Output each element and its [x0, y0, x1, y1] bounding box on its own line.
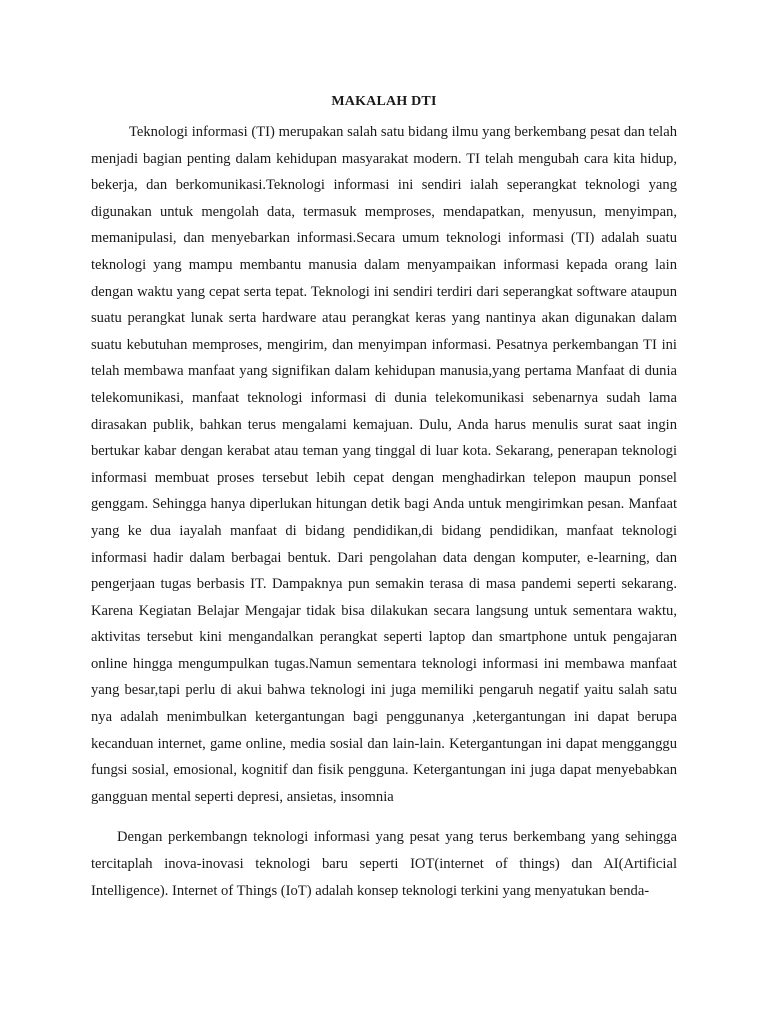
paragraph-2: Dengan perkembangn teknologi informasi yang pesat yang terus berkembang yang sehingga tercitaplah inova-inovasi teknologi baru seperti IOT(internet of things) dan AI(Artificial Intelligence). Internet of Things (IoT) adalah konsep teknologi terkini yang menyatukan benda-	[91, 829, 677, 899]
document-title: MAKALAH DTI	[331, 94, 437, 109]
paragraph-1: Teknologi informasi (TI) merupakan salah satu bidang ilmu yang berkembang pesat dan telah menjadi bagian penting dalam kehidupan masyarakat modern. TI telah mengubah cara kita hidup, bekerja, dan berkomunikasi.Teknologi informasi ini sendiri ialah seperangkat teknologi yang digunakan untuk mengolah data, termasuk memproses, mendapatkan, menyusun, menyimpan, memanipulasi, dan menyebarkan informasi.Secara umum teknologi informasi (TI) adalah suatu teknologi yang mampu membantu manusia dalam menyampaikan informasi kepada orang lain dengan waktu yang cepat serta tepat. Teknologi ini sendiri terdiri dari seperangkat software ataupun suatu perangkat lunak serta hardware atau perangkat keras yang nantinya akan digunakan dalam suatu kebutuhan memproses, mengirim, dan menyimpan informasi. Pesatnya perkembangan TI ini telah membawa manfaat yang signifikan dalam kehidupan manusia,yang pertama Manfaat di dunia telekomunikasi, manfaat teknologi informasi di dunia telekomunikasi sebenarnya sudah lama dirasakan publik, bahkan terus mengalami kemajuan. Dulu, Anda harus menulis surat saat ingin bertukar kabar dengan kerabat atau teman yang tinggal di luar kota. Sekarang, penerapan teknologi informasi membuat proses tersebut lebih cepat dengan menghadirkan telepon maupun ponsel genggam. Sehingga hanya diperlukan hitungan detik bagi Anda untuk mengirimkan pesan. Manfaat yang ke dua iayalah manfaat di bidang pendidikan,di bidang pendidikan, manfaat teknologi informasi hadir dalam berbagai bentuk. Dari pengolahan data dengan komputer, e-learning, dan pengerjaan tugas berbasis IT. Dampaknya pun semakin terasa di masa pandemi seperti sekarang. Karena Kegiatan Belajar Mengajar tidak bisa dilakukan secara langsung untuk sementara waktu, aktivitas tersebut kini mengandalkan perangkat seperti laptop dan smartphone untuk pengajaran online hingga mengumpulkan tugas.Namun sementara teknologi informasi ini membawa manfaat yang besar,tapi perlu di akui bahwa teknologi ini juga memiliki pengaruh negatif yaitu salah satu nya adalah menimbulkan ketergantungan bagi penggunanya ,ketergantungan ini dapat berupa kecanduan internet, game online, media sosial dan lain-lain. Ketergantungan ini dapat mengganggu fungsi sosial, emosional, kognitif dan fisik pengguna. Ketergantungan ini juga dapat menyebabkan gangguan mental seperti depresi, ansietas, insomnia	[91, 124, 677, 805]
document-body	[91, 119, 677, 904]
